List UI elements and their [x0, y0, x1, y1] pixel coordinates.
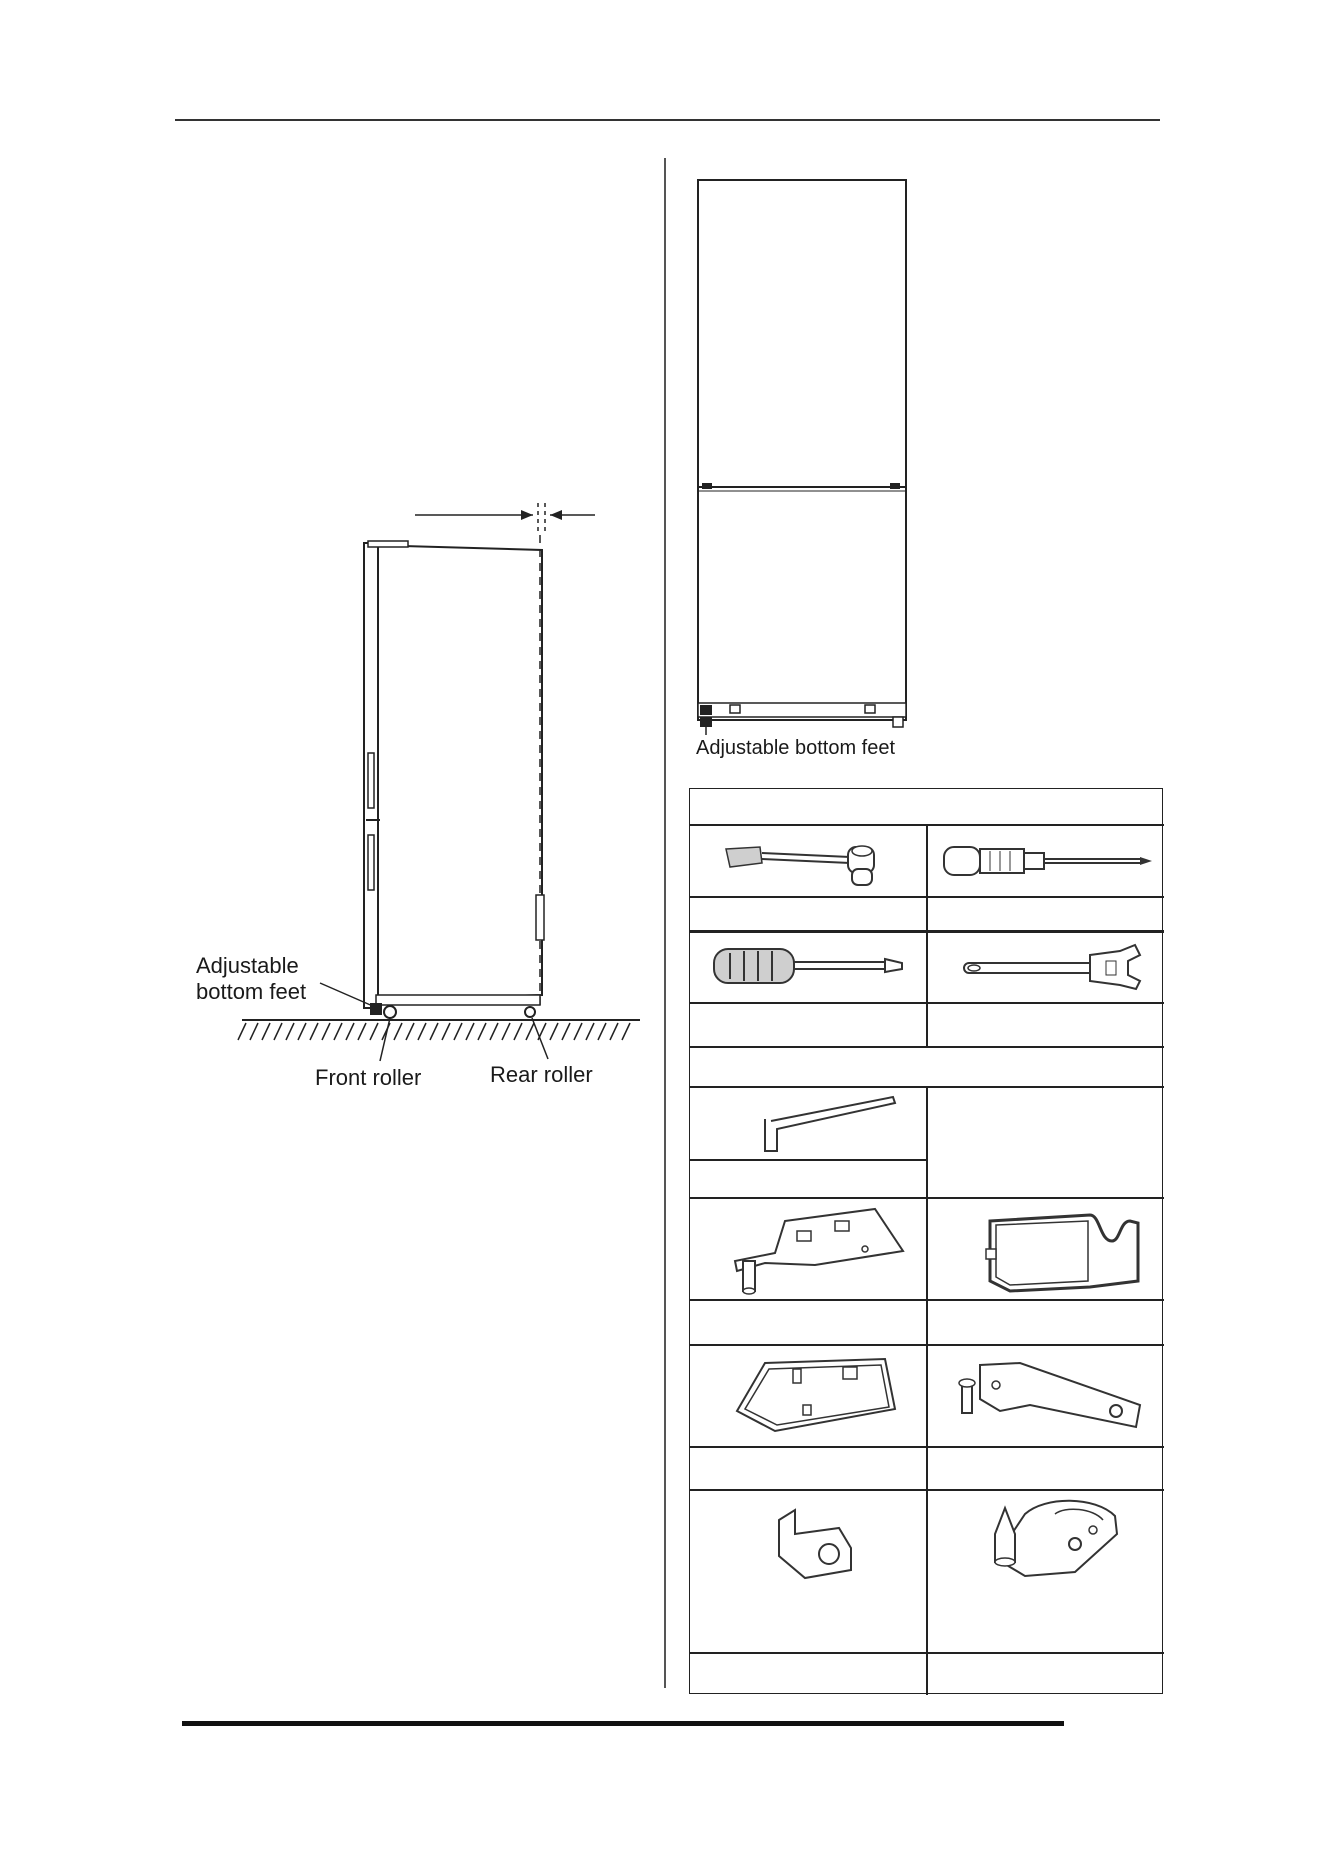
- refrigerator-front-view-diagram: [690, 175, 930, 735]
- adjustable-feet-label-line2: bottom feet: [196, 979, 307, 1004]
- hinge-cover-icon: [725, 1349, 905, 1444]
- refrigerator-side-view-diagram: [180, 495, 650, 1115]
- front-roller-label: Front roller: [315, 1065, 422, 1090]
- adjustable-wrench-icon: [960, 941, 1155, 993]
- side-view-figure: [180, 495, 650, 1115]
- door-stopper-icon: [765, 1494, 865, 1594]
- middle-hinge-icon: [940, 1349, 1155, 1444]
- phillips-screwdriver-icon: [940, 839, 1155, 884]
- hinge-bracket-icon: [725, 1201, 905, 1296]
- bottom-hinge-icon: [965, 1494, 1140, 1594]
- footer-rule: [182, 1721, 1064, 1726]
- header-rule: [175, 119, 1160, 121]
- adjustable-feet-label-line1: Adjustable: [196, 953, 299, 978]
- column-divider: [664, 158, 666, 1688]
- front-adjustable-feet-label: Adjustable bottom feet: [696, 737, 896, 759]
- wire-clip-icon: [970, 1201, 1150, 1296]
- hex-key-icon: [725, 1089, 905, 1157]
- tools-and-parts-table: [689, 788, 1163, 1694]
- flat-screwdriver-icon: [710, 941, 910, 993]
- front-view-figure: [690, 175, 930, 735]
- rear-roller-label: Rear roller: [490, 1062, 593, 1087]
- socket-wrench-icon: [720, 829, 900, 891]
